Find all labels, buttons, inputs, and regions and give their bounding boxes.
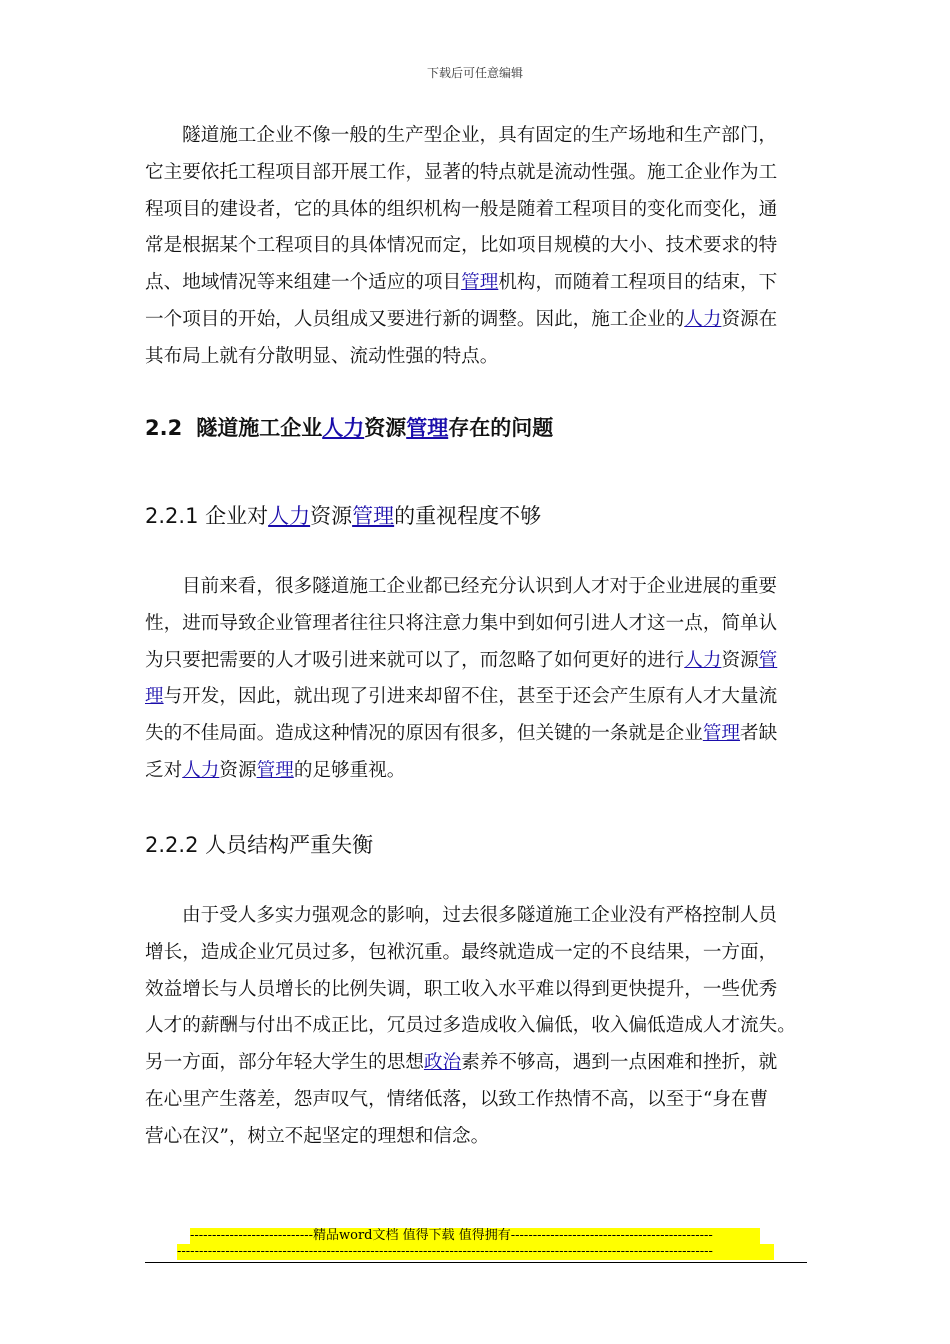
para2-line [145,716,807,753]
link-management[interactable]: 管理 [461,272,499,294]
para2-line: 性，进而导致企业管理者往往只将注意力集中到如何引进人才这一点，简单认 [145,612,778,634]
text-run: 素养不够高，遇到一点困难和挫折，就 [461,1052,778,1074]
text-run: 与开发，因此，就出现了引进来却留不住，甚至于还会产生原有人才大量流 [163,686,778,708]
heading-text: 存在的问题 [448,416,554,440]
heading-text: 人员结构严重失衡 [205,833,374,857]
para1-line [145,265,807,302]
para3-line: 人才的薪酬与付出不成正比，冗员过多造成收入偏低，收入偏低造成人才流失。 [145,1015,796,1037]
section-number: 2.2 [145,416,183,440]
text-run: 乏对 [145,759,183,781]
text-run: 为只要把需要的人才吸引进来就可以了，而忽略了如何更好的进行 [145,649,685,671]
section-heading-2-2-1 [145,500,541,530]
para1-line: 隧道施工企业不像一般的生产型企业，具有固定的生产场地和生产部门， [182,125,778,146]
para3-line: 营心在汉”，树立不起坚定的理想和信念。 [145,1125,490,1147]
text-run: 资源 [219,759,257,781]
footer-rule [145,1262,807,1263]
para2-line [145,643,807,680]
footer-banner-line1: ----------------------------精品word文档 值得下载 值得拥有---------------------------------------------- [190,1228,760,1244]
heading-text: 隧道施工企业 [196,416,323,440]
text-run: 者缺 [740,723,778,745]
para3-line: 增长，造成企业冗员过多，包袱沉重。最终就造成一定的不良结果，一方面， [145,941,778,963]
link-politics[interactable]: 政治 [423,1052,462,1074]
link-management[interactable]: 管理 [702,723,741,745]
heading-text: 资源 [364,416,407,440]
para1-line: 程项目的建设者，它的具体的组织机构一般是随着工程项目的变化而变化，通 [145,198,778,220]
text-run: 失的不佳局面。造成这种情况的原因有很多，但关键的一条就是企业 [145,723,703,745]
link-human-resources[interactable]: 人力 [182,759,220,781]
section-heading-2-2-2 [145,829,373,859]
para2-line [145,679,807,716]
link-human-resources[interactable]: 人力 [322,416,365,440]
para3-line: 效益增长与人员增长的比例失调，职工收入水平难以得到更快提升，一些优秀 [145,978,778,1000]
para1-line: 其布局上就有分散明显、流动性强的特点。 [145,345,499,367]
para3-line: 在心里产生落差，怨声叹气，情绪低落，以致工作热情不高，以至于“身在曹 [145,1088,769,1110]
section-heading-2-2 [145,412,553,442]
text-run: 一个项目的开始，人员组成又要进行新的调整。因此，施工企业的 [145,308,685,330]
text-run: 资源 [721,649,759,671]
text-run: 机构，而随着工程项目的结束，下 [498,272,778,294]
link-human-resources[interactable]: 人力 [268,504,311,528]
para2-line [145,753,807,790]
link-management[interactable]: 理 [145,686,164,708]
page-header: 下载后可任意编辑 [426,66,523,80]
link-human-resources[interactable]: 人力 [684,308,722,330]
link-management[interactable]: 管理 [352,504,395,528]
text-run: 另一方面，部分年轻大学生的思想 [145,1052,424,1074]
para3-line [145,1045,807,1082]
para2-line: 目前来看，很多隧道施工企业都已经充分认识到人才对于企业进展的重要 [182,576,778,597]
text-run: 的足够重视。 [293,759,406,781]
section-number: 2.2.1 [145,504,199,528]
paragraph-importance [145,569,807,790]
paragraph-intro [145,118,807,376]
text-run: 资源在 [721,308,778,330]
link-management[interactable]: 管 [758,649,778,671]
paragraph-structure [145,898,807,1156]
para1-line [145,302,807,339]
link-management[interactable]: 管理 [406,416,449,440]
link-human-resources[interactable]: 人力 [684,649,722,671]
para1-line: 它主要依托工程项目部开展工作，显著的特点就是流动性强。施工企业作为工 [145,161,778,183]
text-run: 的重视程度不够 [394,504,542,528]
text-run: 企业对 [205,504,269,528]
para1-line: 常是根据某个工程项目的具体情况而定，比如项目规模的大小、技术要求的特 [145,235,778,257]
footer-banner-line2: -------------------------------------------------------------------------------------------------------------------------- [177,1244,774,1260]
link-management[interactable]: 管理 [256,759,294,781]
text-run: 点、地域情况等来组建一个适应的项目 [145,272,462,294]
para3-line: 由于受人多实力强观念的影响，过去很多隧道施工企业没有严格控制人员 [182,905,778,926]
text-run: 资源 [310,504,353,528]
section-number: 2.2.2 [145,833,199,857]
heading-text [205,504,541,528]
